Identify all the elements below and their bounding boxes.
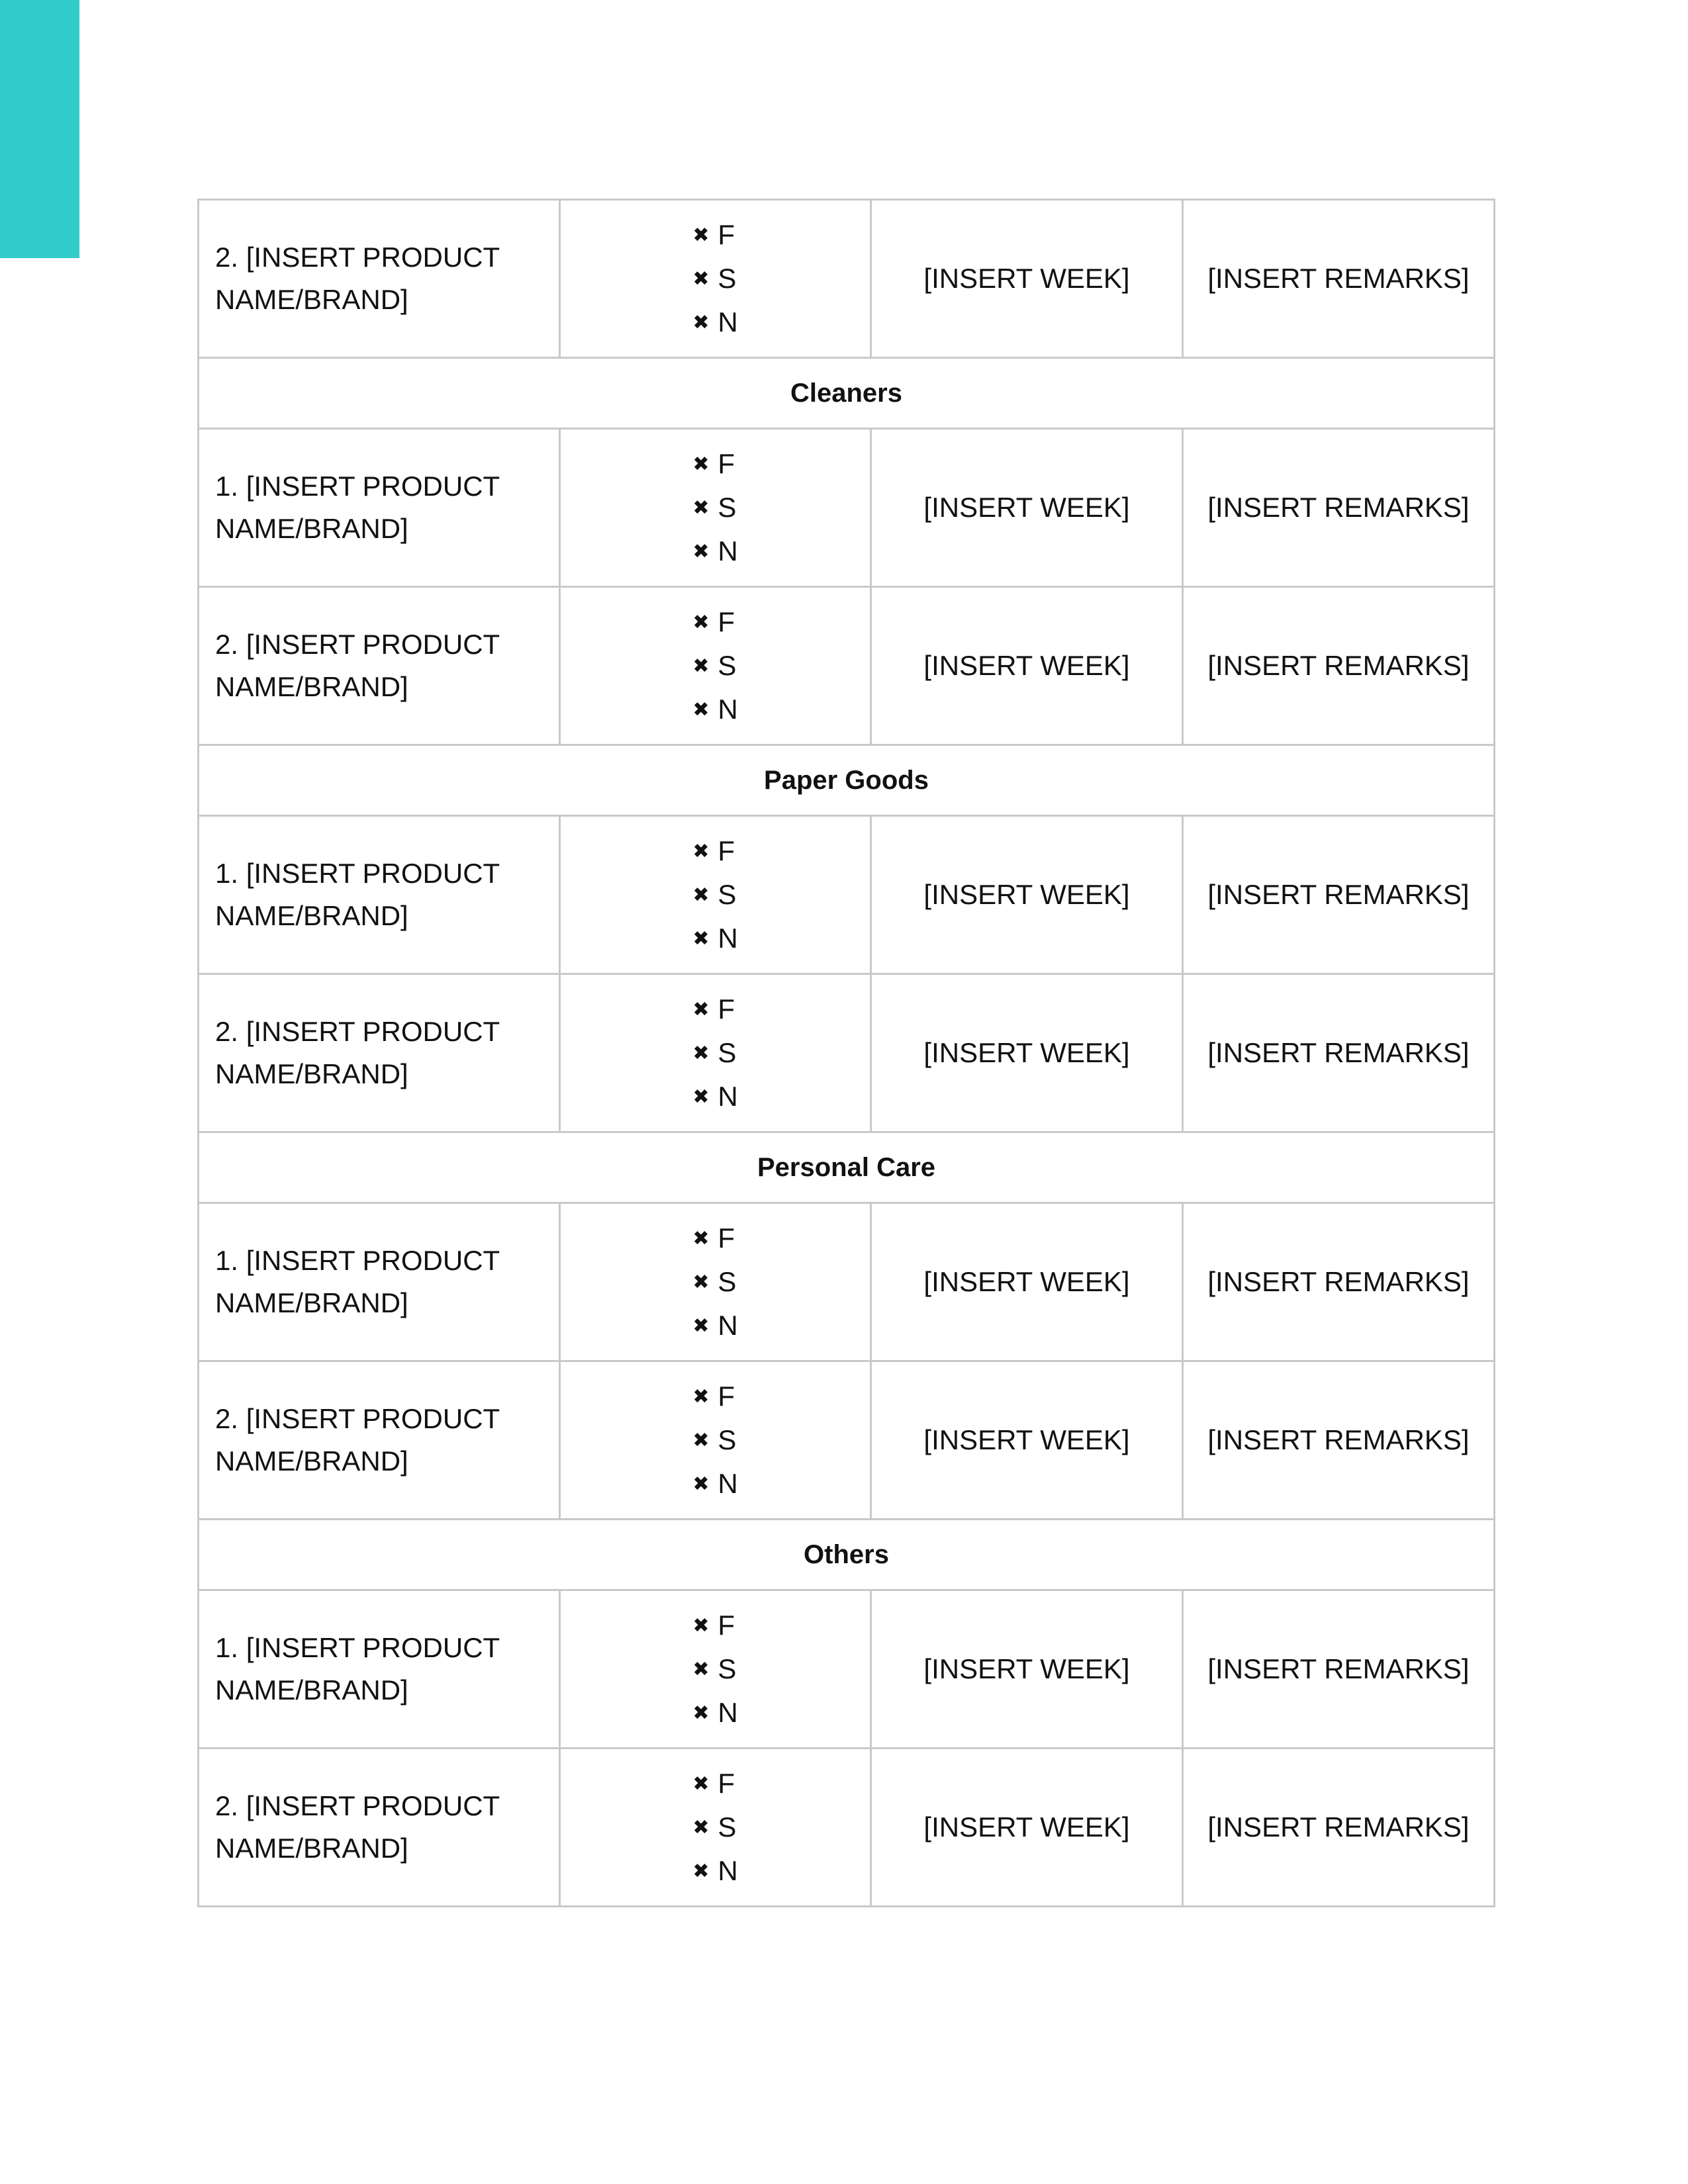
frequency-option[interactable] — [692, 529, 737, 573]
frequency-option[interactable] — [692, 257, 737, 300]
x-mark-icon: ✖ — [692, 312, 710, 334]
product-cell — [199, 1361, 560, 1520]
section-header-row — [199, 1132, 1495, 1203]
week-cell: [INSERT WEEK] — [871, 816, 1183, 974]
section-title: Others — [199, 1520, 1495, 1590]
x-mark-icon: ✖ — [692, 1315, 710, 1337]
section-header-row — [199, 1520, 1495, 1590]
remarks-cell: [INSERT REMARKS] — [1183, 587, 1495, 745]
frequency-option[interactable] — [692, 600, 737, 644]
frequency-option-label: S — [718, 879, 737, 910]
product-name: 2. [INSERT PRODUCT NAME/BRAND] — [215, 242, 500, 315]
remarks-cell: [INSERT REMARKS] — [1183, 429, 1495, 587]
remarks-cell: [INSERT REMARKS] — [1183, 1203, 1495, 1361]
remarks-cell: [INSERT REMARKS] — [1183, 816, 1495, 974]
product-cell — [199, 429, 560, 587]
table-row — [199, 1361, 1495, 1520]
frequency-option[interactable] — [692, 1375, 737, 1418]
frequency-option-label: N — [718, 1697, 738, 1728]
frequency-options — [692, 213, 737, 344]
week-cell: [INSERT WEEK] — [871, 974, 1183, 1132]
product-name: 1. [INSERT PRODUCT NAME/BRAND] — [215, 858, 500, 931]
frequency-option[interactable] — [692, 1604, 737, 1647]
x-mark-icon: ✖ — [692, 497, 710, 519]
product-name: 2. [INSERT PRODUCT NAME/BRAND] — [215, 1016, 500, 1089]
x-mark-icon: ✖ — [692, 453, 710, 475]
remarks-cell: [INSERT REMARKS] — [1183, 1749, 1495, 1907]
table-body — [199, 200, 1495, 1907]
product-name: 2. [INSERT PRODUCT NAME/BRAND] — [215, 629, 500, 702]
frequency-option-label: S — [718, 492, 737, 523]
week-cell: [INSERT WEEK] — [871, 1749, 1183, 1907]
x-mark-icon: ✖ — [692, 1659, 710, 1680]
section-header-row — [199, 358, 1495, 429]
x-mark-icon: ✖ — [692, 655, 710, 677]
frequency-options — [692, 829, 737, 960]
frequency-options — [692, 1216, 737, 1347]
product-cell — [199, 1590, 560, 1749]
frequency-option-label: S — [718, 1266, 737, 1297]
frequency-cell — [560, 1749, 871, 1907]
product-name: 1. [INSERT PRODUCT NAME/BRAND] — [215, 1632, 500, 1706]
frequency-option-label: S — [718, 650, 737, 681]
x-mark-icon: ✖ — [692, 1430, 710, 1451]
product-cell — [199, 974, 560, 1132]
x-mark-icon: ✖ — [692, 224, 710, 246]
frequency-option-label: F — [718, 1768, 735, 1799]
frequency-option[interactable] — [692, 829, 737, 873]
x-mark-icon: ✖ — [692, 1702, 710, 1724]
frequency-option-label: F — [718, 1222, 735, 1253]
frequency-options — [692, 442, 737, 573]
product-cell — [199, 1203, 560, 1361]
frequency-option-label: F — [718, 1610, 735, 1641]
product-name: 1. [INSERT PRODUCT NAME/BRAND] — [215, 1245, 500, 1318]
frequency-cell — [560, 1590, 871, 1749]
x-mark-icon: ✖ — [692, 1773, 710, 1795]
frequency-option-label: F — [718, 606, 735, 637]
section-title: Personal Care — [199, 1132, 1495, 1203]
frequency-option[interactable] — [692, 442, 737, 486]
accent-tab — [0, 0, 79, 258]
frequency-options — [692, 1604, 737, 1735]
frequency-option-label: S — [718, 1811, 737, 1843]
frequency-option-label: F — [718, 993, 735, 1024]
x-mark-icon: ✖ — [692, 1615, 710, 1637]
frequency-option[interactable] — [692, 688, 737, 731]
frequency-cell — [560, 429, 871, 587]
frequency-option[interactable] — [692, 873, 737, 917]
product-name: 2. [INSERT PRODUCT NAME/BRAND] — [215, 1403, 500, 1477]
frequency-cell — [560, 974, 871, 1132]
frequency-option-label: S — [718, 1424, 737, 1455]
frequency-option-label: N — [718, 1855, 738, 1886]
frequency-option[interactable] — [692, 987, 737, 1031]
frequency-option[interactable] — [692, 1462, 737, 1506]
product-cell — [199, 200, 560, 358]
week-cell: [INSERT WEEK] — [871, 1203, 1183, 1361]
frequency-options — [692, 1762, 737, 1893]
remarks-cell: [INSERT REMARKS] — [1183, 1590, 1495, 1749]
x-mark-icon: ✖ — [692, 841, 710, 862]
table-row — [199, 974, 1495, 1132]
table-row — [199, 1749, 1495, 1907]
x-mark-icon: ✖ — [692, 1228, 710, 1250]
x-mark-icon: ✖ — [692, 1086, 710, 1108]
x-mark-icon: ✖ — [692, 1817, 710, 1839]
x-mark-icon: ✖ — [692, 612, 710, 633]
frequency-option[interactable] — [692, 486, 737, 529]
frequency-option[interactable] — [692, 1260, 737, 1304]
frequency-option-label: N — [718, 1310, 738, 1341]
frequency-option[interactable] — [692, 1304, 737, 1347]
frequency-cell — [560, 200, 871, 358]
frequency-cell — [560, 816, 871, 974]
week-cell: [INSERT WEEK] — [871, 200, 1183, 358]
frequency-option-label: S — [718, 263, 737, 294]
frequency-option-label: N — [718, 1081, 738, 1112]
product-name: 2. [INSERT PRODUCT NAME/BRAND] — [215, 1790, 500, 1864]
frequency-option[interactable] — [692, 1216, 737, 1260]
week-cell: [INSERT WEEK] — [871, 587, 1183, 745]
frequency-option-label: N — [718, 923, 738, 954]
x-mark-icon: ✖ — [692, 1271, 710, 1293]
frequency-options — [692, 600, 737, 731]
product-cell — [199, 587, 560, 745]
table-row — [199, 816, 1495, 974]
x-mark-icon: ✖ — [692, 541, 710, 563]
frequency-options — [692, 987, 737, 1118]
frequency-cell — [560, 1203, 871, 1361]
x-mark-icon: ✖ — [692, 1473, 710, 1495]
frequency-option[interactable] — [692, 1418, 737, 1462]
frequency-option-label: N — [718, 694, 738, 725]
product-name: 1. [INSERT PRODUCT NAME/BRAND] — [215, 471, 500, 544]
frequency-option[interactable] — [692, 213, 737, 257]
frequency-option[interactable] — [692, 1762, 737, 1805]
frequency-option-label: N — [718, 306, 738, 338]
table-row — [199, 587, 1495, 745]
frequency-option[interactable] — [692, 1849, 737, 1893]
week-cell: [INSERT WEEK] — [871, 1361, 1183, 1520]
section-title: Cleaners — [199, 358, 1495, 429]
frequency-option[interactable] — [692, 1805, 737, 1849]
product-cell — [199, 816, 560, 974]
remarks-cell: [INSERT REMARKS] — [1183, 1361, 1495, 1520]
section-title: Paper Goods — [199, 745, 1495, 816]
x-mark-icon: ✖ — [692, 999, 710, 1021]
frequency-cell — [560, 1361, 871, 1520]
x-mark-icon: ✖ — [692, 1386, 710, 1408]
frequency-option-label: N — [718, 1468, 738, 1499]
frequency-option-label: F — [718, 448, 735, 479]
x-mark-icon: ✖ — [692, 884, 710, 906]
frequency-option-label: S — [718, 1037, 737, 1068]
frequency-options — [692, 1375, 737, 1506]
x-mark-icon: ✖ — [692, 268, 710, 290]
frequency-option-label: F — [718, 1381, 735, 1412]
product-cell — [199, 1749, 560, 1907]
frequency-cell — [560, 587, 871, 745]
frequency-option[interactable] — [692, 1647, 737, 1691]
frequency-option-label: F — [718, 835, 735, 866]
remarks-cell: [INSERT REMARKS] — [1183, 200, 1495, 358]
week-cell: [INSERT WEEK] — [871, 1590, 1183, 1749]
x-mark-icon: ✖ — [692, 928, 710, 950]
frequency-option[interactable] — [692, 644, 737, 688]
frequency-option[interactable] — [692, 917, 737, 960]
table-row — [199, 429, 1495, 587]
frequency-option-label: N — [718, 535, 738, 567]
table-row — [199, 200, 1495, 358]
frequency-option[interactable] — [692, 1031, 737, 1075]
x-mark-icon: ✖ — [692, 699, 710, 721]
frequency-option[interactable] — [692, 300, 737, 344]
x-mark-icon: ✖ — [692, 1042, 710, 1064]
x-mark-icon: ✖ — [692, 1860, 710, 1882]
frequency-option-label: S — [718, 1653, 737, 1684]
table-row — [199, 1590, 1495, 1749]
section-header-row — [199, 745, 1495, 816]
inventory-table — [197, 199, 1495, 1907]
frequency-option[interactable] — [692, 1075, 737, 1118]
remarks-cell: [INSERT REMARKS] — [1183, 974, 1495, 1132]
frequency-option[interactable] — [692, 1691, 737, 1735]
table-row — [199, 1203, 1495, 1361]
week-cell: [INSERT WEEK] — [871, 429, 1183, 587]
frequency-option-label: F — [718, 219, 735, 250]
